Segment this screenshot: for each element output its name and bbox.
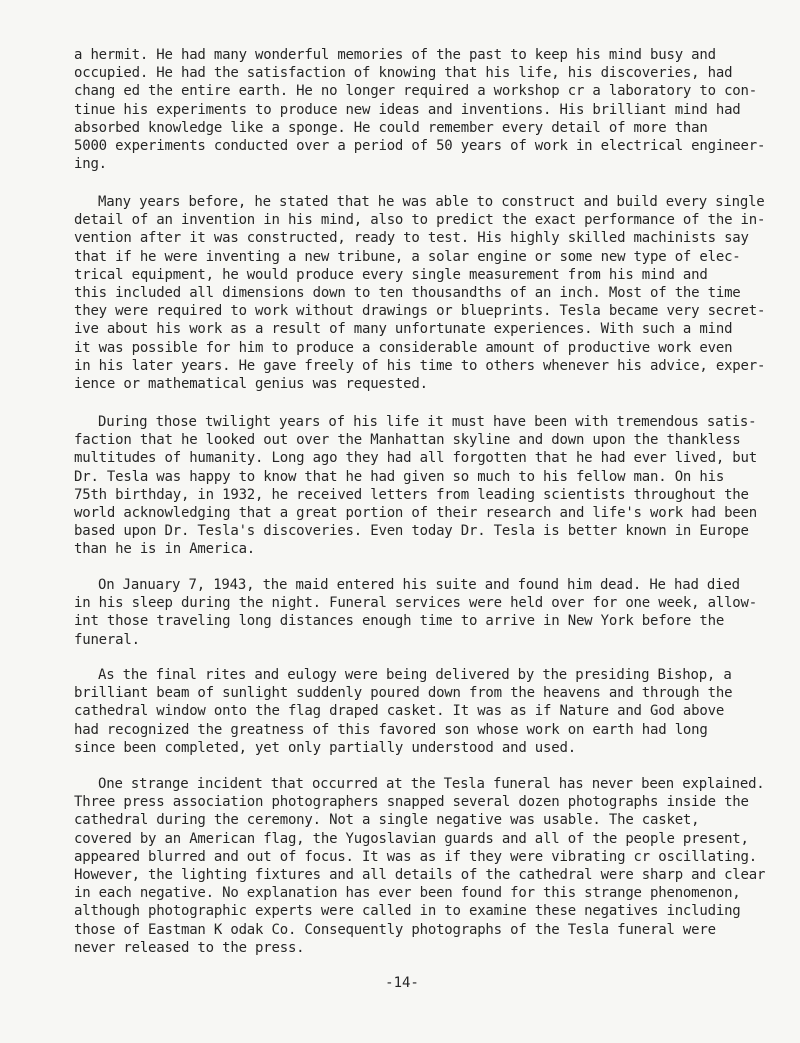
text-line: never released to the press. bbox=[74, 939, 305, 956]
text-line: in each negative. No explanation has ever been found for this strange phenomenon, bbox=[74, 885, 741, 902]
text-line: Three press association photographers snapped several dozen photographs inside the bbox=[74, 794, 749, 811]
text-line: As the final rites and eulogy were being delivered by the presiding Bishop, a bbox=[98, 667, 732, 683]
text-line: than he is in America. bbox=[74, 541, 256, 558]
text-line: in his sleep during the night. Funeral services were held over for one week, allow- bbox=[74, 595, 757, 612]
text-line: 75th birthday, in 1932, he received letters from leading scientists throughout the bbox=[74, 486, 749, 503]
text-line: ive about his work as a result of many unfortunate experiences. With such a mind bbox=[74, 321, 733, 338]
paragraph-2 bbox=[74, 193, 766, 393]
text-line: although photographic experts were called in to examine these negatives including bbox=[74, 903, 741, 920]
text-line: cathedral window onto the flag draped casket. It was as if Nature and God above bbox=[74, 703, 725, 720]
text-line: world acknowledging that a great portion of their research and life's work had been bbox=[74, 505, 757, 522]
text-line: that if he were inventing a new tribune, a solar engine or some new type of elec- bbox=[74, 248, 741, 265]
text-line: appeared blurred and out of focus. It was as if they were vibrating cr oscillating. bbox=[74, 848, 757, 865]
text-line: covered by an American flag, the Yugoslavian guards and all of the people present, bbox=[74, 830, 749, 847]
text-line: int those traveling long distances enough time to arrive in New York before the bbox=[74, 613, 725, 630]
text-line: cathedral during the ceremony. Not a single negative was usable. The casket, bbox=[74, 812, 700, 829]
text-line: Many years before, he stated that he was able to construct and build every single bbox=[98, 194, 765, 210]
text-line: chang ed the entire earth. He no longer required a workshop cr a laboratory to con- bbox=[74, 83, 757, 100]
paragraph-3 bbox=[74, 413, 757, 559]
text-line: multitudes of humanity. Long ago they had all forgotten that he had ever lived, but bbox=[74, 450, 757, 467]
text-line: it was possible for him to produce a considerable amount of productive work even bbox=[74, 339, 733, 356]
text-line: However, the lighting fixtures and all details of the cathedral were sharp and clear bbox=[74, 867, 766, 884]
text-line: One strange incident that occurred at the Tesla funeral has never been explained. bbox=[98, 776, 765, 792]
text-line: since been completed, yet only partially understood and used. bbox=[74, 739, 576, 756]
text-line: Dr. Tesla was happy to know that he had given so much to his fellow man. On his bbox=[74, 468, 725, 485]
text-line: ience or mathematical genius was requested. bbox=[74, 376, 428, 393]
paragraph-5 bbox=[74, 666, 733, 757]
text-line: ing. bbox=[74, 156, 107, 173]
text-line: funeral. bbox=[74, 631, 140, 648]
page-number: -14- bbox=[385, 975, 419, 991]
text-line: this included all dimensions down to ten thousandths of an inch. Most of the time bbox=[74, 285, 741, 302]
text-line: 5000 experiments conducted over a period of 50 years of work in electrical engineer- bbox=[74, 138, 766, 155]
text-line: they were required to work without drawings or blueprints. Tesla became very secret- bbox=[74, 303, 766, 320]
text-line: based upon Dr. Tesla's discoveries. Even today Dr. Tesla is better known in Europe bbox=[74, 523, 749, 540]
text-line: in his later years. He gave freely of his time to others whenever his advice, exper- bbox=[74, 357, 766, 374]
text-line: absorbed knowledge like a sponge. He could remember every detail of more than bbox=[74, 119, 708, 136]
text-line: tinue his experiments to produce new ideas and inventions. His brilliant mind had bbox=[74, 101, 741, 118]
text-line: trical equipment, he would produce every single measurement from his mind and bbox=[74, 266, 708, 283]
text-line: detail of an invention in his mind, also to predict the exact performance of the in- bbox=[74, 212, 766, 229]
text-line: brilliant beam of sunlight suddenly poured down from the heavens and through the bbox=[74, 685, 733, 702]
text-line: vention after it was constructed, ready to test. His highly skilled machinists say bbox=[74, 230, 749, 247]
text-line: faction that he looked out over the Manhattan skyline and down upon the thankless bbox=[74, 432, 741, 449]
paragraph-1 bbox=[74, 46, 766, 173]
text-line: On January 7, 1943, the maid entered his suite and found him dead. He had died bbox=[98, 577, 740, 593]
paragraph-4 bbox=[74, 576, 757, 649]
text-line: those of Eastman K odak Co. Consequently photographs of the Tesla funeral were bbox=[74, 921, 716, 938]
text-line: had recognized the greatness of this favored son whose work on earth had long bbox=[74, 721, 708, 738]
text-line: a hermit. He had many wonderful memories of the past to keep his mind busy and bbox=[74, 47, 716, 63]
paragraph-6 bbox=[74, 775, 766, 957]
text-line: occupied. He had the satisfaction of knowing that his life, his discoveries, had bbox=[74, 65, 733, 82]
text-line: During those twilight years of his life it must have been with tremendous satis- bbox=[98, 414, 757, 430]
